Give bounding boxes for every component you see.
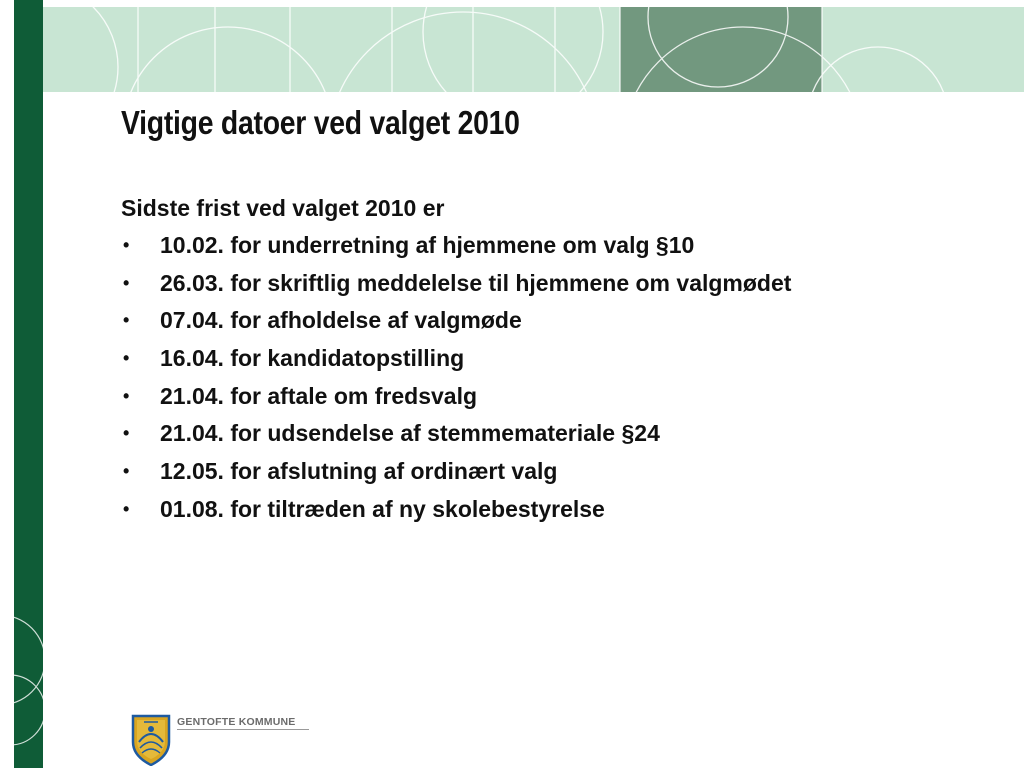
deadline-text: 21.04. for aftale om fredsvalg	[160, 382, 478, 409]
deadline-text: 12.05. for afslutning af ordinært valg	[160, 458, 558, 485]
list-item	[121, 418, 1001, 456]
slide-content	[121, 193, 1001, 532]
list-item	[121, 494, 1001, 532]
list-item	[121, 456, 1001, 494]
intro-text: Sidste frist ved valget 2010 er	[121, 195, 445, 221]
header-arc-decoration	[43, 7, 1024, 92]
bullet-icon: •	[123, 235, 130, 255]
deadline-text: 26.03. for skriftlig meddelelse til hjemmene om valgmødet	[160, 269, 792, 296]
bullet-icon: •	[123, 498, 130, 519]
bullet-icon: •	[123, 385, 130, 406]
bullet-icon: •	[123, 272, 130, 293]
list-item	[121, 268, 1001, 306]
logo-underline	[177, 729, 309, 730]
deadline-text: 07.04. for afholdelse af valgmøde	[160, 307, 522, 334]
deadline-text: 01.08. for tiltræden af ny skolebestyrelse	[160, 495, 605, 522]
bullet-icon: •	[123, 461, 130, 482]
deadline-text: 10.02. for underretning af hjemmene om valg §10	[160, 232, 695, 258]
list-item	[121, 381, 1001, 419]
deadline-text: 16.04. for kandidatopstilling	[160, 345, 465, 372]
bullet-icon: •	[123, 310, 130, 331]
slide-title: Vigtige datoer ved valget 2010	[121, 104, 520, 141]
bullet-icon: •	[123, 423, 130, 444]
gentofte-coat-of-arms-icon	[131, 712, 171, 766]
side-arc-decoration	[0, 590, 60, 768]
deadline-text: 21.04. for udsendelse af stemmemateriale §24	[160, 420, 660, 447]
list-item	[121, 305, 1001, 343]
logo-text: GENTOFTE KOMMUNE	[177, 716, 296, 728]
deadline-list	[121, 230, 1001, 532]
header-decoration-band	[43, 7, 1024, 92]
bullet-icon: •	[123, 348, 130, 369]
list-item	[121, 343, 1001, 381]
list-item	[121, 230, 1001, 268]
gentofte-logo	[131, 712, 311, 768]
